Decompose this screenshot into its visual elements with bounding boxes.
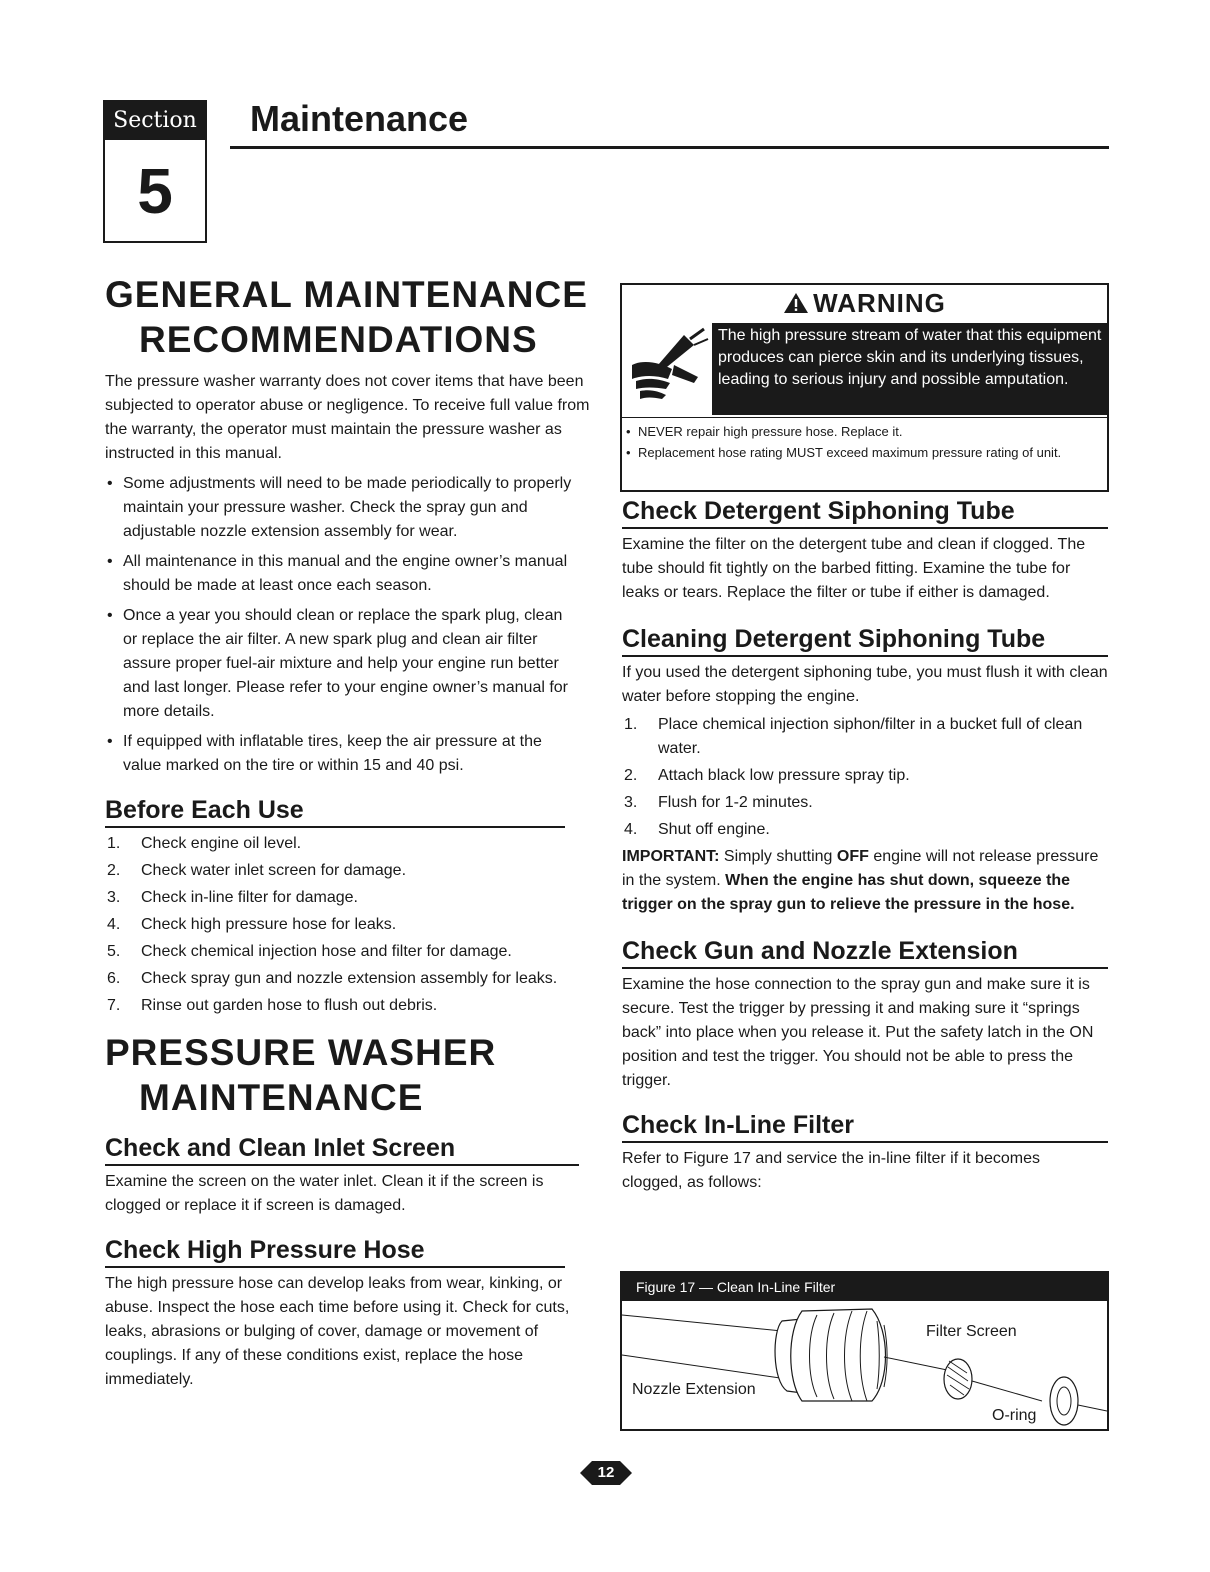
step-item (105, 859, 573, 883)
spray-injury-icon (624, 325, 712, 415)
section-number: 5 (137, 155, 173, 227)
warning-title-text: WARNING (813, 288, 946, 318)
figure-17 (620, 1271, 1109, 1431)
general-heading-line1: GENERAL MAINTENANCE (105, 274, 588, 315)
inline-filter-text: Refer to Figure 17 and service the in-line filter if it becomes clogged, as follows: (622, 1150, 1040, 1191)
title-rule (230, 146, 1109, 149)
step-number: 4. (624, 821, 638, 838)
step-number: 7. (107, 997, 121, 1014)
inlet-screen-heading: Check and Clean Inlet Screen (105, 1132, 579, 1166)
warning-bullet: • NEVER repair high pressure hose. Replace it. (626, 423, 1097, 441)
step-item (105, 832, 573, 856)
warning-box (620, 283, 1109, 492)
step-text: Rinse out garden hose to flush out debris. (141, 997, 438, 1014)
step-number: 1. (624, 716, 638, 733)
general-bullet: • Once a year you should clean or replace the spark plug, clean or replace the air filter. A new spark plug and clean air filter assure proper fuel-air mixture and help your engine run better and last longer. Please refer to your engine owner’s manual for more details. (105, 604, 575, 724)
step-item (105, 994, 573, 1018)
section-label: Section (105, 102, 205, 140)
step-number: 3. (624, 794, 638, 811)
step-item (105, 913, 573, 937)
gun-nozzle-text: Examine the hose connection to the spray gun and make sure it is secure. Test the trigger by pressing it and making sure it “springs back” into place when you release it. Put the safety latch in the ON position and test the trigger. You should not be able to press the trigger. (622, 976, 1094, 1089)
cleaning-tube-steps (622, 713, 1110, 842)
cleaning-tube-heading: Cleaning Detergent Siphoning Tube (622, 623, 1108, 657)
high-pressure-hose-text: The high pressure hose can develop leaks from wear, kinking, or abuse. Inspect the hose each time before using it. Check for cuts, leaks, abrasions or bulging of cover, damage or movement of couplings. If any of these conditions exist, replace the hose immediately. (105, 1275, 570, 1388)
filter-screen-label: Filter Screen (926, 1323, 1017, 1340)
important-bold-text: When the engine has shut down, squeeze the trigger on the spray gun to relieve the pressure in the hose. (622, 872, 1075, 913)
warning-title (622, 285, 1107, 321)
step-number: 5. (107, 943, 121, 960)
o-ring-label: O-ring (992, 1407, 1037, 1424)
before-each-use-heading: Before Each Use (105, 794, 565, 828)
general-bullets (105, 472, 575, 778)
warning-bullet: • Replacement hose rating MUST exceed maximum pressure rating of unit. (626, 444, 1097, 462)
high-pressure-hose-heading: Check High Pressure Hose (105, 1234, 565, 1268)
step-number: 2. (107, 862, 121, 879)
page-title: Maintenance (250, 98, 469, 139)
warning-message: The high pressure stream of water that this equipment produces can pierce skin and its underlying tissues, leading to serious injury and possible amputation. (712, 323, 1107, 415)
general-bullet: • If equipped with inflatable tires, keep the air pressure at the value marked on the tire or within 15 and 40 psi. (105, 730, 575, 778)
important-note (622, 845, 1110, 917)
important-off: OFF (836, 848, 869, 865)
step-item (105, 886, 573, 910)
important-text-a: Simply shutting (723, 848, 833, 865)
step-text: Attach black low pressure spray tip. (658, 767, 910, 784)
before-each-use-steps (105, 832, 573, 1018)
step-text: Flush for 1-2 minutes. (658, 794, 813, 811)
left-column (105, 272, 595, 1392)
general-bullet: • All maintenance in this manual and the engine owner’s manual should be made at least once each season. (105, 550, 575, 598)
step-item (622, 818, 1110, 842)
warning-divider (622, 417, 1107, 418)
step-text: Check high pressure hose for leaks. (141, 916, 397, 933)
step-text: Check chemical injection hose and filter for damage. (141, 943, 512, 960)
step-number: 3. (107, 889, 121, 906)
general-intro: The pressure washer warranty does not cover items that have been subjected to operator abuse or negligence. To receive full value from the warranty, the operator must maintain the pressure washer as instructed in this manual. (105, 373, 590, 462)
pw-maintenance-line2: MAINTENANCE (139, 1077, 424, 1118)
cleaning-tube-intro: If you used the detergent siphoning tube, you must flush it with clean water before stopping the engine. (622, 664, 1108, 705)
right-column (622, 495, 1110, 1195)
step-number: 1. (107, 835, 121, 852)
step-text: Place chemical injection siphon/filter in a bucket full of clean water. (658, 716, 1083, 757)
step-text: Check engine oil level. (141, 835, 302, 852)
inline-filter-heading: Check In-Line Filter (622, 1109, 1108, 1143)
warning-triangle-icon (783, 292, 809, 314)
important-text-b: engine will not release pressure in the system. (622, 848, 1099, 889)
general-heading (105, 272, 595, 362)
step-item (105, 967, 573, 991)
general-bullet: • Some adjustments will need to be made periodically to properly maintain your pressure washer. Check the spray gun and adjustable nozzle extension assembly for wear. (105, 472, 575, 544)
gun-nozzle-heading: Check Gun and Nozzle Extension (622, 935, 1108, 969)
step-number: 6. (107, 970, 121, 987)
figure-caption: Figure 17 — Clean In-Line Filter (622, 1273, 1107, 1301)
step-number: 2. (624, 767, 638, 784)
step-text: Check in-line filter for damage. (141, 889, 358, 906)
step-text: Check spray gun and nozzle extension assembly for leaks. (141, 970, 558, 987)
important-label: IMPORTANT: (622, 848, 720, 865)
nozzle-extension-label: Nozzle Extension (632, 1381, 756, 1398)
general-heading-line2: RECOMMENDATIONS (139, 319, 538, 360)
check-tube-heading: Check Detergent Siphoning Tube (622, 495, 1108, 529)
step-item (105, 940, 573, 964)
section-box (103, 100, 207, 243)
step-item (622, 791, 1110, 815)
step-text: Shut off engine. (658, 821, 770, 838)
inlet-screen-text: Examine the screen on the water inlet. Clean it if the screen is clogged or replace it if screen is damaged. (105, 1173, 544, 1214)
step-number: 4. (107, 916, 121, 933)
pw-maintenance-line1: PRESSURE WASHER (105, 1032, 497, 1073)
pw-maintenance-heading (105, 1030, 595, 1120)
page-number-badge (580, 1458, 632, 1493)
step-item (622, 713, 1110, 761)
page-number: 12 (597, 1464, 615, 1481)
warning-bullets (626, 423, 1097, 465)
step-item (622, 764, 1110, 788)
step-text: Check water inlet screen for damage. (141, 862, 407, 879)
check-tube-text: Examine the filter on the detergent tube and clean if clogged. The tube should fit tightly on the barbed fitting. Examine the tube for leaks or tears. Replace the filter or tube if either is damaged. (622, 536, 1086, 601)
